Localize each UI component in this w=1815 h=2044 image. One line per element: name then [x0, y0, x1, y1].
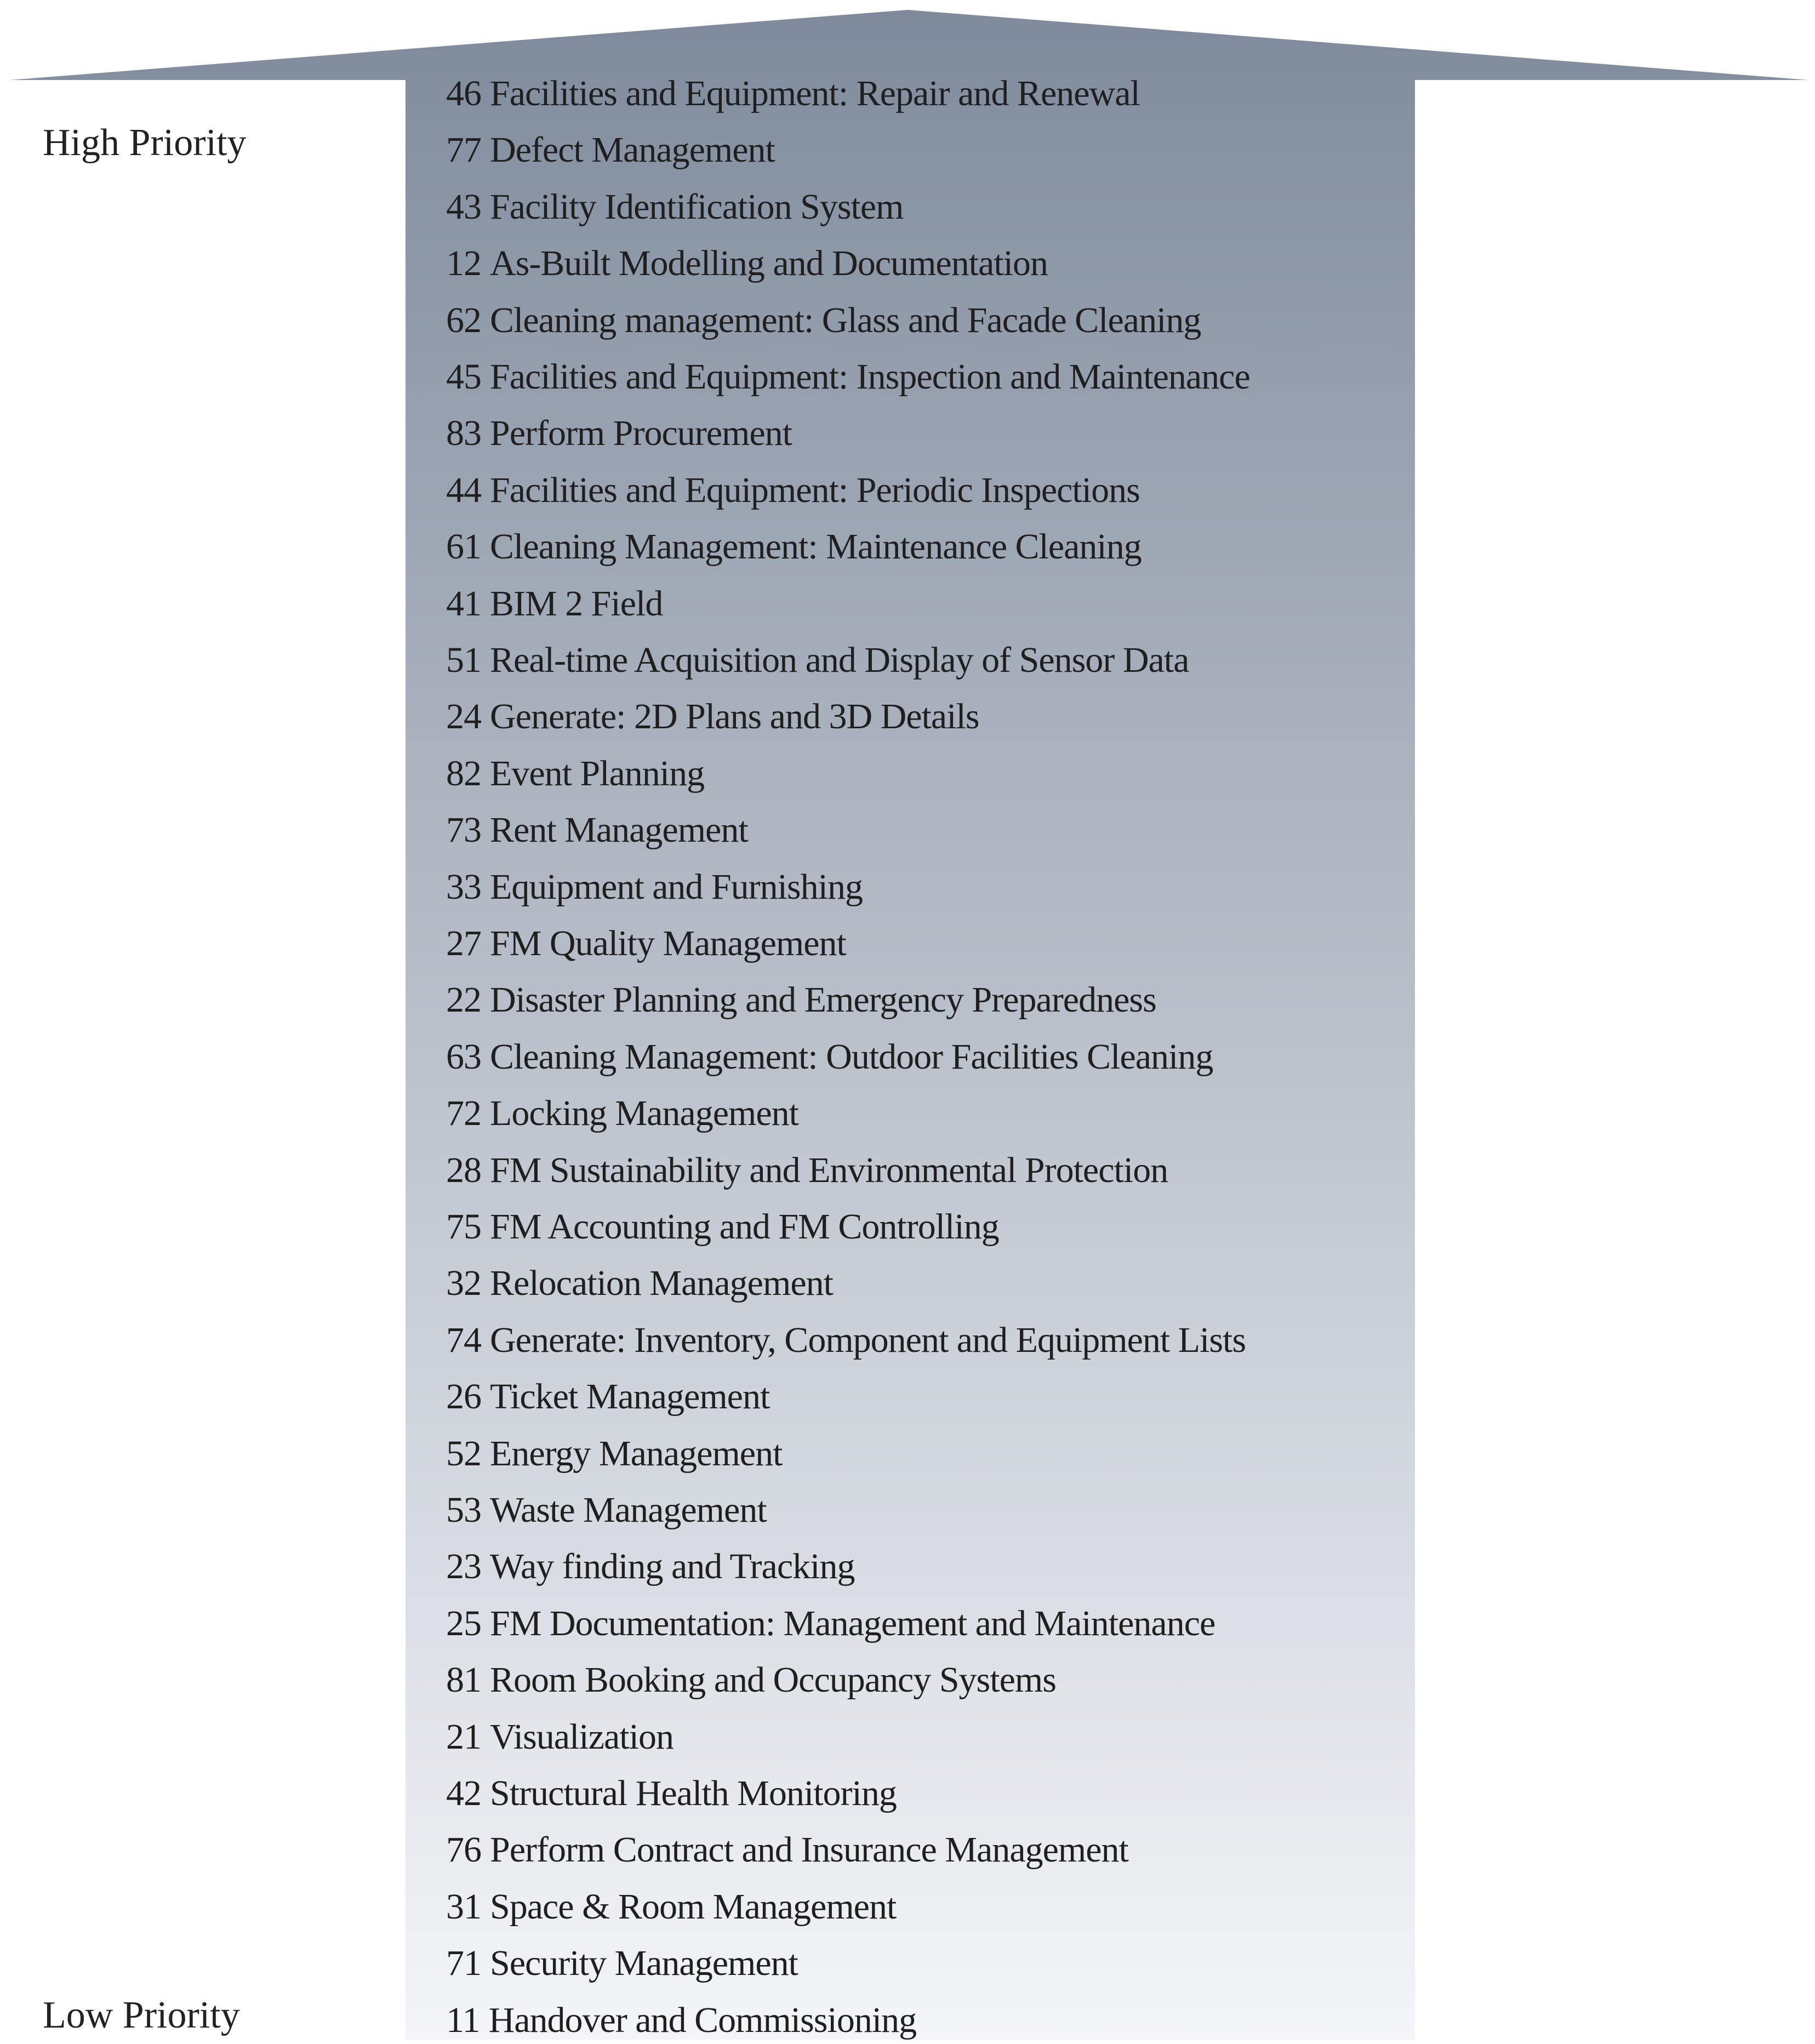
item-number: 61 [446, 527, 481, 567]
item-number: 51 [446, 640, 481, 680]
priority-item [446, 812, 748, 848]
item-label: Real-time Acquisition and Display of Sensor Data [490, 640, 1189, 680]
item-label: Disaster Planning and Emergency Preparedness [490, 980, 1156, 1020]
item-label: Cleaning management: Glass and Facade Cleaning [490, 300, 1201, 340]
priority-item [446, 1265, 833, 1301]
priority-item [446, 529, 1141, 565]
priority-item [446, 1546, 855, 1586]
priority-item [446, 132, 775, 168]
item-number: 25 [446, 1603, 481, 1643]
item-number: 73 [446, 810, 481, 850]
item-number: 12 [446, 243, 481, 283]
item-label: Perform Contract and Insurance Management [490, 1830, 1128, 1870]
item-label: Cleaning Management: Maintenance Cleaning [490, 527, 1141, 567]
item-number: 81 [446, 1660, 481, 1700]
item-number: 21 [446, 1717, 481, 1757]
item-number: 46 [446, 73, 481, 113]
item-label: Generate: 2D Plans and 3D Details [490, 696, 979, 736]
priority-item [446, 302, 1201, 339]
priority-item [446, 1209, 999, 1245]
priority-item [446, 1379, 769, 1415]
item-number: 42 [446, 1773, 481, 1813]
item-label: Space & Room Management [490, 1887, 897, 1927]
item-number: 28 [446, 1150, 481, 1190]
item-label: Relocation Management [490, 1263, 833, 1303]
priority-item [446, 359, 1250, 395]
item-label: Cleaning Management: Outdoor Facilities Cleaning [490, 1037, 1213, 1077]
item-number: 33 [446, 867, 481, 907]
item-label: FM Sustainability and Environmental Protection [490, 1150, 1168, 1190]
item-label: Handover and Commissioning [488, 2000, 917, 2040]
priority-item [446, 1322, 1246, 1358]
item-number: 27 [446, 923, 481, 963]
item-number: 43 [446, 187, 481, 227]
item-label: Energy Management [490, 1434, 783, 1474]
item-number: 24 [446, 696, 481, 736]
item-number: 31 [446, 1887, 481, 1927]
item-label: FM Documentation: Management and Maintenance [490, 1603, 1215, 1643]
priority-item [446, 1775, 897, 1812]
item-number: 76 [446, 1830, 481, 1870]
priority-item [446, 753, 705, 793]
item-number: 63 [446, 1037, 481, 1077]
item-label: Facility Identification System [490, 187, 904, 227]
priority-item [446, 1436, 782, 1472]
item-label: Waste Management [490, 1490, 767, 1530]
item-number: 22 [446, 980, 481, 1020]
item-label: Room Booking and Occupancy Systems [490, 1660, 1056, 1700]
item-number: 71 [446, 1943, 481, 1983]
priority-item [446, 1492, 767, 1528]
item-label: Perform Procurement [490, 413, 792, 453]
item-number: 74 [446, 1320, 481, 1360]
priority-item [446, 923, 846, 963]
item-label: Visualization [490, 1717, 674, 1757]
high-priority-label: High Priority [43, 122, 247, 164]
item-label: Generate: Inventory, Component and Equipment Lists [490, 1320, 1246, 1360]
item-number: 41 [446, 584, 481, 624]
priority-item [446, 1945, 798, 1982]
priority-item [446, 696, 979, 736]
item-number: 75 [446, 1207, 481, 1247]
priority-item [446, 1889, 896, 1925]
item-label: Locking Management [490, 1093, 798, 1133]
item-label: BIM 2 Field [490, 584, 663, 624]
priority-item [446, 472, 1140, 509]
item-number: 52 [446, 1434, 481, 1474]
priority-item [446, 1095, 798, 1132]
item-number: 77 [446, 130, 481, 170]
item-number: 62 [446, 300, 481, 340]
item-number: 45 [446, 357, 481, 397]
item-number: 23 [446, 1546, 481, 1586]
priority-item [446, 1719, 674, 1755]
item-label: Event Planning [490, 753, 705, 793]
item-label: Ticket Management [490, 1377, 770, 1417]
item-label: FM Accounting and FM Controlling [490, 1207, 999, 1247]
item-label: Facilities and Equipment: Repair and Renewal [490, 73, 1140, 113]
priority-item [446, 73, 1140, 113]
item-number: 44 [446, 470, 481, 510]
item-label: Equipment and Furnishing [490, 867, 863, 907]
item-label: Facilities and Equipment: Periodic Inspections [490, 470, 1140, 510]
priority-item [446, 2002, 916, 2039]
priority-item [446, 415, 792, 452]
item-number: 53 [446, 1490, 481, 1530]
item-number: 83 [446, 413, 481, 453]
item-label: Facilities and Equipment: Inspection and Maintenance [490, 357, 1250, 397]
item-label: As-Built Modelling and Documentation [490, 243, 1048, 283]
item-number: 26 [446, 1377, 481, 1417]
priority-item [446, 1662, 1056, 1698]
item-label: Defect Management [490, 130, 775, 170]
priority-item [446, 642, 1189, 678]
priority-item [446, 982, 1156, 1018]
priority-item [446, 1039, 1213, 1075]
item-label: Structural Health Monitoring [490, 1773, 897, 1813]
priority-item [446, 1152, 1168, 1189]
low-priority-label: Low Priority [43, 1994, 240, 2036]
item-label: Rent Management [490, 810, 748, 850]
priority-item [446, 869, 863, 905]
priority-item [446, 1832, 1128, 1868]
priority-item [446, 1603, 1215, 1643]
item-label: FM Quality Management [490, 923, 846, 963]
item-label: Way finding and Tracking [490, 1546, 855, 1586]
item-number: 32 [446, 1263, 481, 1303]
item-number: 82 [446, 753, 481, 793]
priority-item [446, 586, 663, 622]
item-number: 72 [446, 1093, 481, 1133]
priority-item [446, 245, 1048, 282]
item-label: Security Management [490, 1943, 798, 1983]
priority-item [446, 189, 904, 225]
item-number: 11 [446, 2000, 480, 2040]
